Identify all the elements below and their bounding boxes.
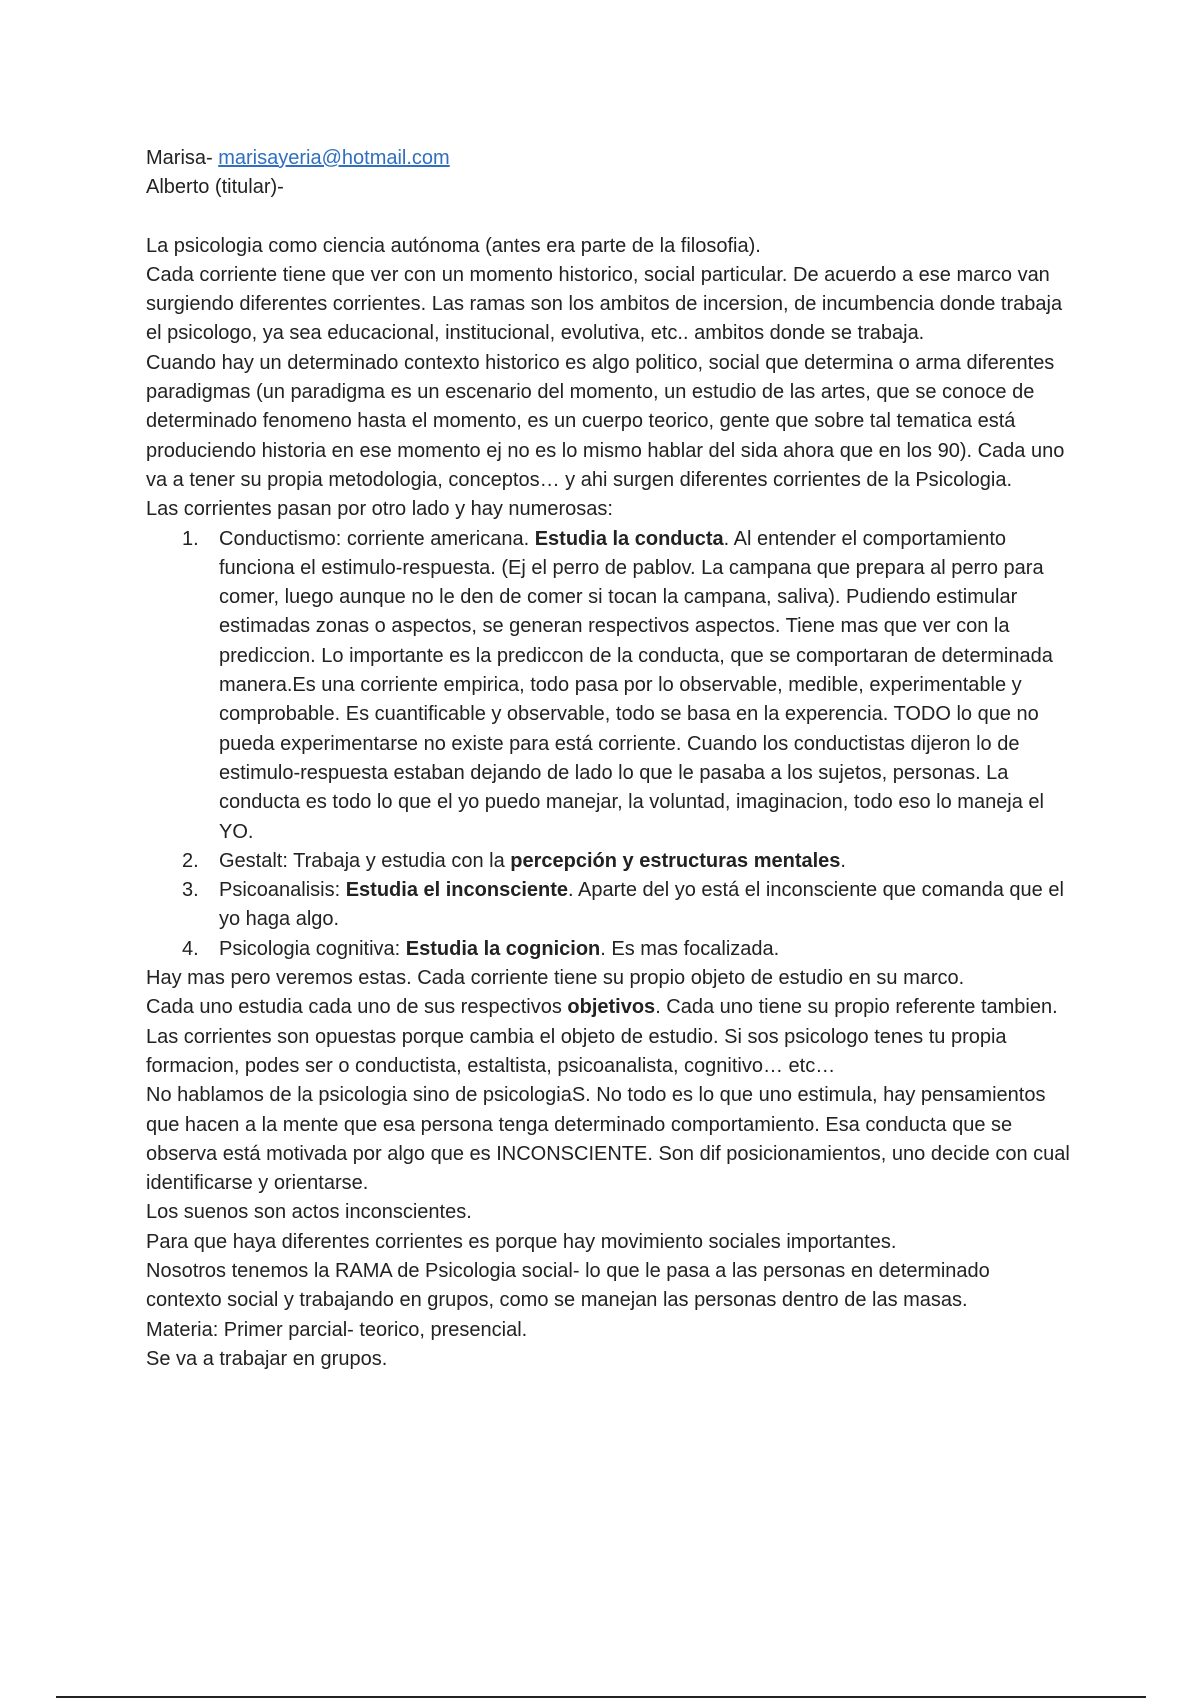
email-link[interactable]: marisayeria@hotmail.com (218, 147, 450, 169)
list-item (146, 847, 1070, 876)
outro-paragraph-5: Para que haya diferentes corrientes es porque hay movimiento sociales importantes. (146, 1230, 897, 1253)
intro-paragraph-3: Cuando hay un determinado contexto historico es algo politico, social que determina o arma diferentes paradigmas (un paradigma es un escenario del momento, un estudio de las artes, que se conoce de determinado fenomeno hasta el momento, es un cuerpo teorico, gente que sobre tal tematica está produciendo historia en ese momento ej no es lo mismo hablar del sida ahora que en los 90). Cada uno va a tener su propia metodologia, conceptos… y ahi surgen diferentes corrientes de la Psicologia. (146, 351, 1065, 491)
list-number: 2. (182, 849, 199, 872)
page-bottom-rule (56, 1696, 1146, 1698)
list-bold-text: percepción y estructuras mentales (510, 849, 841, 872)
paragraph-bold-text: objetivos (567, 996, 656, 1019)
intro-paragraph-2: Cada corriente tiene que ver con un momento historico, social particular. De acuerdo a ese marco van surgiendo diferentes corrientes. Las ramas son los ambitos de incersion, de incumbencia donde trabaja el psicologo, ya sea educacional, institucional, evolutiva, etc.. ambitos donde se trabaja. (146, 263, 1063, 345)
document-page (146, 144, 1070, 1374)
outro-paragraph-2 (146, 993, 1070, 1081)
outro-paragraph-6: Nosotros tenemos la RAMA de Psicologia social- lo que le pasa a las personas en determinado contexto social y trabajando en grupos, como se manejan las personas dentro de las masas. (146, 1259, 990, 1312)
intro-paragraph-4: Las corrientes pasan por otro lado y hay numerosas: (146, 498, 613, 521)
list-text: . Es mas focalizada. (600, 937, 780, 960)
list-item (146, 876, 1070, 935)
list-bold-text: Estudia el inconsciente (345, 879, 569, 902)
paragraph-text: Cada uno estudia cada uno de sus respectivos (146, 996, 568, 1019)
blank-line (146, 203, 1070, 232)
outro-paragraph-8: Se va a trabajar en grupos. (146, 1347, 388, 1370)
list-number: 4. (182, 937, 199, 960)
outro-paragraph-3: No hablamos de la psicologia sino de psicologiaS. No todo es lo que uno estimula, hay pensamientos que hacen a la mente que esa persona tenga determinado comportamiento. Esa conducta que se observa está motivada por algo que es INCONSCIENTE. Son dif posicionamientos, uno decide con cual identificarse y orientarse. (146, 1084, 1070, 1195)
contact-name: Marisa- (146, 147, 219, 169)
list-bold-text: Estudia la conducta (534, 527, 724, 550)
currents-list (146, 525, 1070, 964)
list-item (146, 935, 1070, 964)
list-text: Psicologia cognitiva: (219, 937, 406, 960)
outro-paragraph-7: Materia: Primer parcial- teorico, presencial. (146, 1318, 528, 1341)
list-text: . Al entender el comportamiento funciona el estimulo-respuesta. (Ej el perro de pablov. La campana que prepara al perro para comer, luego aunque no le den de comer si tocan la campana, saliva). Pudiendo estimular estimadas zonas o aspectos, se generan respectivos aspectos. Tiene mas que ver con la prediccion. Lo importante es la prediccon de la conducta, que se comportaran de determinada manera.Es una corriente empirica, todo pasa por lo observable, medible, experimentable y comprobable. Es cuantificable y observable, todo se basa en la experencia. TODO lo que no pueda experimentarse no existe para está corriente. Cuando los conductistas dijeron lo de estimulo-respuesta estaban dejando de lado lo que le pasaba a los sujetos, personas. La conducta es todo lo que el yo puedo manejar, la voluntad, imaginacion, todo eso lo maneja el YO. (219, 527, 1053, 843)
list-text: Gestalt: Trabaja y estudia con la (219, 849, 511, 872)
outro-paragraph-1: Hay mas pero veremos estas. Cada corriente tiene su propio objeto de estudio en su marco. (146, 967, 965, 990)
intro-paragraph-1: La psicologia como ciencia autónoma (antes era parte de la filosofia). (146, 234, 761, 257)
paragraph-text: . Cada uno tiene su propio referente tambien. Las corrientes son opuestas porque cambia el objeto de estudio. Si sos psicologo tenes tu propia formacion, podes ser o conductista, estaltista, psicoanalista, cognitivo… etc… (146, 996, 1058, 1077)
list-number: 3. (182, 879, 199, 902)
outro-paragraph-4: Los suenos son actos inconscientes. (146, 1201, 472, 1224)
list-bold-text: Estudia la cognicion (405, 937, 601, 960)
list-item (146, 525, 1070, 847)
list-text: Psicoanalisis: (219, 879, 346, 902)
list-text: . Aparte del yo está el inconsciente que comanda que el yo haga algo. (219, 879, 1064, 931)
list-number: 1. (182, 527, 199, 550)
list-text: . (840, 849, 846, 872)
titular-line: Alberto (titular)- (146, 176, 284, 199)
contact-line (146, 144, 1070, 173)
list-text: Conductismo: corriente americana. (219, 527, 535, 550)
